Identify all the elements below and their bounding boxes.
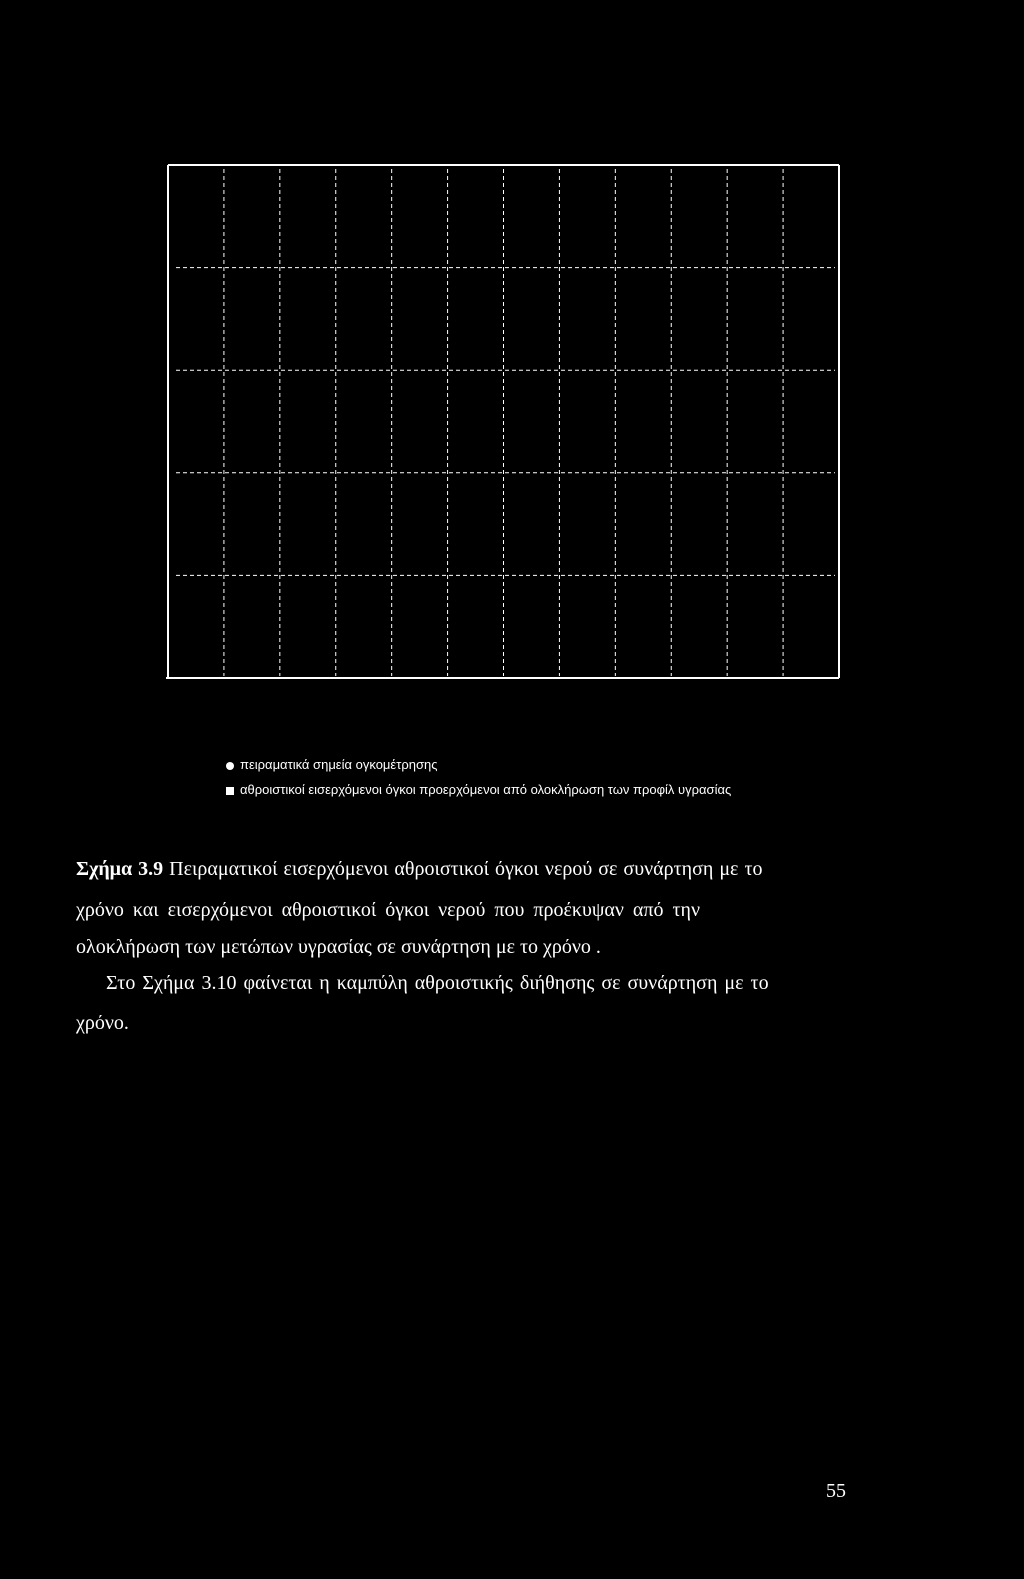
figure-caption-line-2: χρόνο και εισερχόμενοι αθροιστικοί όγκοι νερού που προέκυψαν από την	[76, 899, 701, 921]
figure-caption-line-3: ολοκλήρωση των μετώπων υγρασίας σε συνάρτηση με το χρόνο .	[76, 936, 601, 958]
page-number: 55	[826, 1480, 846, 1502]
legend-item-integrated-volumes	[226, 782, 731, 798]
figure-chart	[166, 163, 846, 685]
legend-label-measurement-points: πειραματικά σημεία ογκομέτρησης	[240, 757, 438, 772]
paragraph-line-2: χρόνο.	[76, 1012, 129, 1034]
figure-caption-line-1	[76, 856, 763, 882]
legend-item-measurement-points	[226, 757, 437, 773]
chart-svg	[166, 163, 846, 685]
square-marker-icon	[226, 787, 234, 795]
figure-caption-text-1: Πειραματικοί εισερχόμενοι αθροιστικοί όγκοι νερού σε συνάρτηση με το	[169, 858, 763, 880]
legend-label-integrated-volumes: αθροιστικοί εισερχόμενοι όγκοι προερχόμενοι από ολοκλήρωση των προφίλ υγρασίας	[240, 782, 732, 797]
figure-caption-label: Σχήμα 3.9	[76, 858, 164, 880]
paragraph-line-1: Στο Σχήμα 3.10 φαίνεται η καμπύλη αθροιστικής διήθησης σε συνάρτηση με το	[106, 972, 769, 994]
circle-marker-icon	[226, 762, 234, 770]
